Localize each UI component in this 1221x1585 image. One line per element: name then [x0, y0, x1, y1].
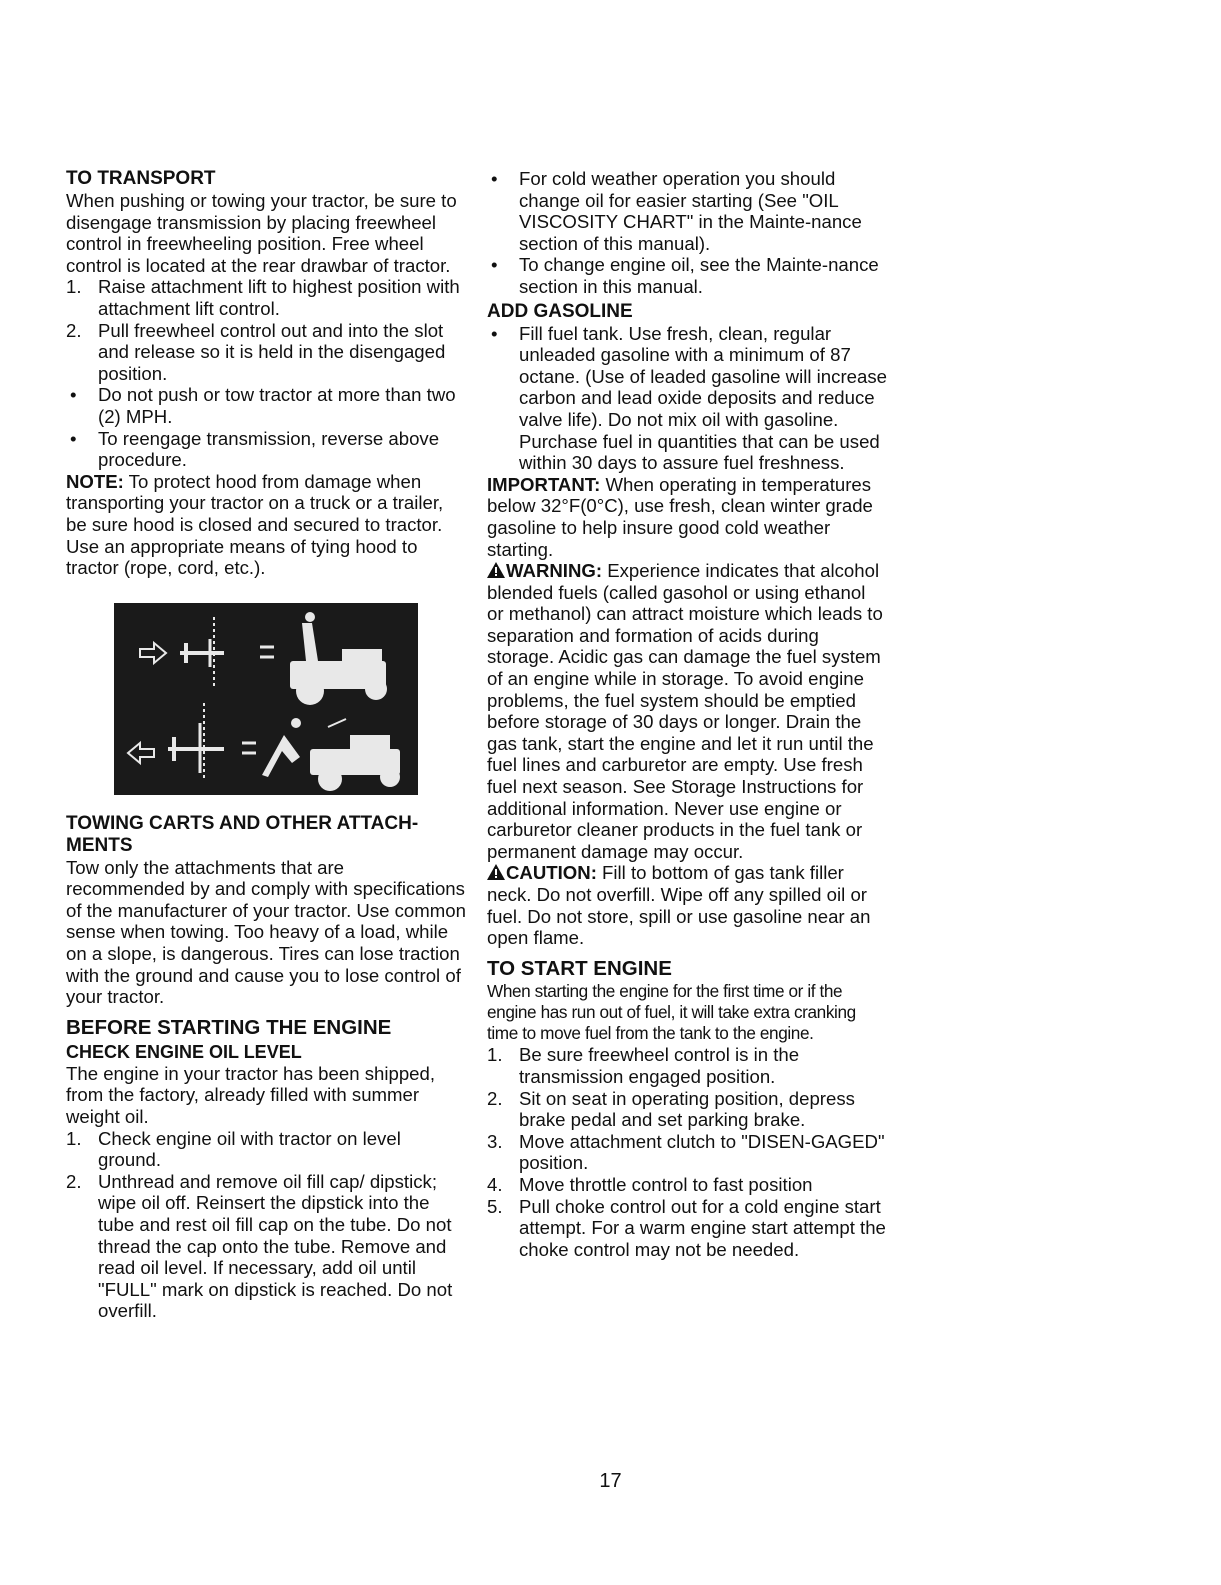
page-number: 17: [599, 1470, 622, 1492]
start-engine-heading: TO START ENGINE: [487, 956, 672, 980]
list-item: 2. Sit on seat in operating position, depress brake pedal and set parking brake.: [487, 1087, 855, 1131]
list-item: 2. Pull freewheel control out and into the slot and release so it is held in the disengaged position.: [66, 319, 446, 384]
left-column: [66, 168, 466, 1322]
transport-intro: When pushing or towing your tractor, be sure to disengage transmission by placing freewheel control in freewheeling position. Free wheel control is located at the rear drawbar of tractor.: [66, 190, 457, 276]
list-item: 1. Check engine oil with tractor on level ground.: [66, 1127, 401, 1171]
transport-heading: TO TRANSPORT: [66, 168, 216, 189]
important-paragraph: IMPORTANT: When operating in temperatures below 32°F(0°C), use fresh, clean winter grade gasoline to help insure good cold weather starting.: [487, 473, 873, 560]
bullet-icon: •: [70, 427, 77, 449]
list-item: 5. Pull choke control out for a cold engine start attempt. For a warm engine start attempt the choke control may not be needed.: [487, 1195, 886, 1260]
towing-heading: TOWING CARTS AND OTHER ATTACH-MENTS: [66, 812, 419, 856]
warning-paragraph: WARNING: Experience indicates that alcohol blended fuels (called gasohol or using ethanol or methanol) can attract moisture which leads to separation and formation of acids during storage. Acidic gas can damage the fuel system of an engine while in storage. To avoid engine problems, the fuel system should be emptied before storage of 30 days or longer. Drain the gas tank, start the engine and let it run until the fuel lines and carburetor are empty. Use fresh fuel next season. See Storage Instructions for additional information. Never use engine or carburetor cleaner products in the fuel tank or permanent damage may occur.: [487, 560, 883, 862]
check-oil-paragraph: The engine in your tractor has been shipped, from the factory, already filled with summer weight oil.: [66, 1062, 436, 1128]
towing-paragraph: Tow only the attachments that are recommended by and comply with specifications of the manufacturer of your tractor. Use common sense when towing. Too heavy of a load, while on a slope, is dangerous. Tires can lose traction with the ground and cause you to lose control of your tractor.: [66, 856, 466, 1008]
caution-triangle-icon: [487, 864, 505, 880]
list-item: 4. Move throttle control to fast position: [487, 1173, 813, 1195]
start-intro-paragraph: When starting the engine for the first time or if the engine has run out of fuel, it will take extra cranking time to move fuel from the tank to the engine.: [487, 980, 856, 1044]
list-item: 3. Move attachment clutch to "DISEN-GAGED" position.: [487, 1130, 885, 1174]
bullet-item: • Fill fuel tank. Use fresh, clean, regular unleaded gasoline with a minimum of 87 octane. (Use of leaded gasoline will increase carbon and lead oxide deposits and reduce valve life). Do not mix oil with gasoline. Purchase fuel in quantities that can be used within 30 days to assure fuel freshness.: [491, 322, 887, 474]
list-item: 2. Unthread and remove oil fill cap/ dipstick; wipe oil off. Reinsert the dipstick into the tube and rest oil fill cap on the tube. Do not thread the cap onto the tube. Remove and read oil level. If necessary, add oil until "FULL" mark on dipstick is reached. Do not overfill.: [66, 1170, 453, 1322]
bullet-icon: •: [491, 168, 498, 189]
bullet-icon: •: [491, 254, 498, 276]
right-column: [487, 168, 887, 1260]
note-paragraph: NOTE: To protect hood from damage when transporting your tractor on a truck or a trailer, be sure hood is closed and secured to tractor. Use an appropriate means of tying hood to tractor (rope, cord, etc.).: [66, 470, 444, 579]
bullet-item: • For cold weather operation you should change oil for easier starting (See "OIL VISCOSITY CHART" in the Mainte-nance section of this manual).: [491, 168, 862, 254]
warning-triangle-icon: [487, 562, 505, 578]
freewheel-control-diagram: [114, 603, 418, 795]
list-item: 1. Raise attachment lift to highest position with attachment lift control.: [66, 276, 460, 319]
freewheel-figure: [114, 603, 418, 795]
add-gasoline-heading: ADD GASOLINE: [487, 300, 633, 322]
bullet-item: • To change engine oil, see the Mainte-nance section in this manual.: [491, 254, 879, 297]
caution-paragraph: CAUTION: Fill to bottom of gas tank filler neck. Do not overfill. Wipe off any spilled oil or fuel. Do not store, spill or use gasoline near an open flame.: [487, 862, 871, 949]
bullet-icon: •: [491, 322, 498, 344]
bullet-item: • Do not push or tow tractor at more than two (2) MPH.: [70, 384, 456, 427]
before-starting-heading: BEFORE STARTING THE ENGINE: [66, 1015, 392, 1039]
bullet-icon: •: [70, 384, 77, 406]
list-item: 1. Be sure freewheel control is in the transmission engaged position.: [487, 1044, 800, 1087]
bullet-item: • To reengage transmission, reverse above procedure.: [70, 427, 440, 471]
check-oil-heading: CHECK ENGINE OIL LEVEL: [66, 1041, 302, 1062]
